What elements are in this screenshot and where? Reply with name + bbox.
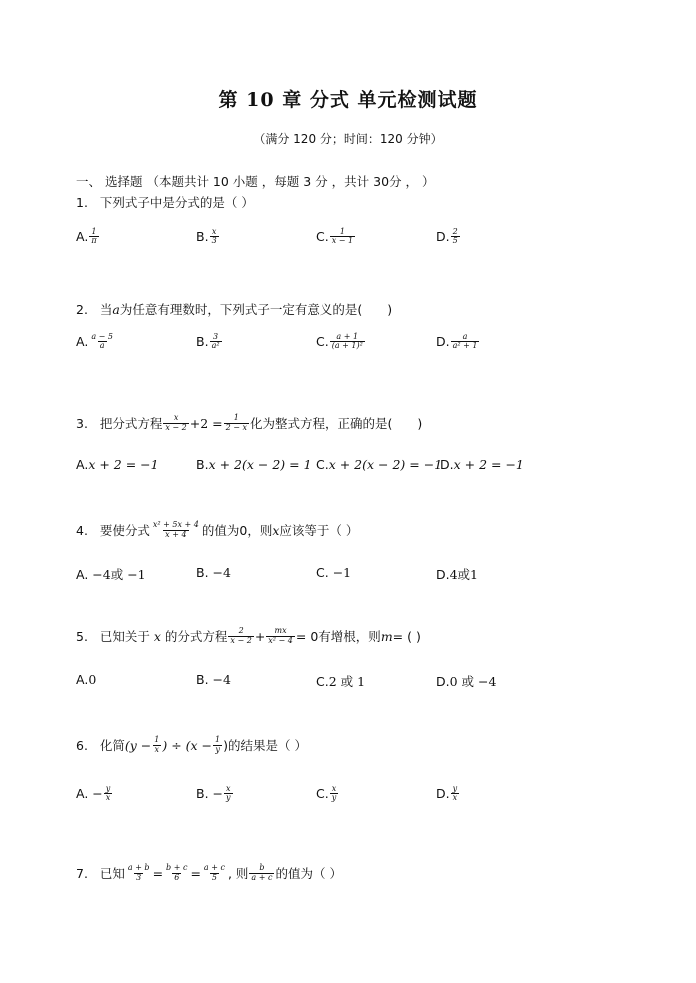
fraction: $\frac{2}{x - 2}$ <box>230 626 252 645</box>
question-text: 下列式子中是分式的是（ ） <box>99 195 254 210</box>
option-d[interactable]: D.0 或 −4 <box>436 674 497 689</box>
option-a[interactable]: A. − $\frac{y}{x}$ <box>76 784 111 803</box>
fraction: $\frac{a + 1}{\text{(a + 1)²}}$ <box>331 332 363 351</box>
option-c[interactable]: C. $\frac{a + 1}{\text{(a + 1)²}}$ <box>316 332 363 351</box>
option-d[interactable]: D. $\frac{a}{\text{a² + 1}}$ <box>436 332 478 351</box>
option-a[interactable]: A.0 <box>76 672 97 687</box>
fraction: $\frac{\text{x² + 5x + 4}}{x + 4}$ <box>152 520 199 539</box>
question-number: 2. <box>76 302 88 317</box>
question-number: 7. <box>76 865 88 881</box>
question-number: 3. <box>76 415 88 431</box>
option-b[interactable]: B. $\frac{x}{3}$ <box>196 227 217 246</box>
question-6-stem: 6. 化简 (y − $\frac{1}{x}$ ) ÷ (x − $\frac{1}{y}$ )的结果是（ ） <box>76 735 307 754</box>
fraction: $\frac{a - 5}{a}$ <box>91 332 113 351</box>
option-b[interactable]: B.x + 2(x − 2) = 1 <box>196 457 312 472</box>
fraction: $\frac{y}{x}$ <box>452 784 458 803</box>
question-2-stem: 2. 当a为任意有理数时，下列式子一定有意义的是( ) <box>76 302 393 317</box>
option-b[interactable]: B. −4 <box>196 672 231 687</box>
fraction: $\frac{y}{x}$ <box>105 784 111 803</box>
option-d[interactable]: D.4或1 <box>436 567 479 582</box>
option-c[interactable]: C.2 或 1 <box>316 674 366 689</box>
question-number: 4. <box>76 522 88 538</box>
fraction: $\frac{3}{\text{a²}}$ <box>211 332 220 351</box>
option-d[interactable]: D. $\frac{2}{5}$ <box>436 227 458 246</box>
question-4-stem: 4. 要使分式 $\frac{\text{x² + 5x + 4}}{x + 4}$ 的值为0，则 x 应该等于（ ） <box>76 520 359 539</box>
fraction: $\frac{a}{\text{a² + 1}}$ <box>452 332 478 351</box>
option-a[interactable]: A. −4或 −1 <box>76 567 146 582</box>
question-number: 1. <box>76 195 88 210</box>
fraction: $\frac{x}{y}$ <box>226 784 231 803</box>
option-c[interactable]: C. $\frac{1}{x - 1}$ <box>316 227 354 246</box>
question-number: 6. <box>76 737 88 753</box>
option-c[interactable]: C.x + 2(x − 2) = −1 <box>316 457 443 472</box>
fraction: $\frac{mx}{\text{x² − 4}}$ <box>268 626 293 645</box>
option-a[interactable]: A. $\frac{1}{\pi}$ <box>76 227 97 246</box>
page-subtitle: （满分 120 分；时间：120 分钟） <box>253 132 443 146</box>
option-b[interactable]: B. $\frac{3}{\text{a²}}$ <box>196 332 220 351</box>
option-c[interactable]: C. $\frac{x}{y}$ <box>316 784 337 803</box>
fraction: $\frac{b}{a + c}$ <box>251 863 273 882</box>
fraction: $\frac{a + c}{5}$ <box>203 863 225 882</box>
fraction: $\frac{1}{y}$ <box>215 735 221 754</box>
question-7-stem: 7. 已知 $\frac{a + b}{3}$ = $\frac{b + c}{6}$ = $\frac{a + c}{5}$ , 则 $\frac{b}{a + c}$ 的值为（ ） <box>76 863 342 882</box>
fraction: $\frac{1}{2 - x}$ <box>225 413 248 432</box>
option-d[interactable]: D.x + 2 = −1 <box>440 457 524 472</box>
question-1-stem <box>76 193 254 211</box>
option-b[interactable]: B. − $\frac{x}{y}$ <box>196 784 231 803</box>
fraction: $\frac{a + b}{3}$ <box>127 863 150 882</box>
fraction: $\frac{x}{y}$ <box>331 784 337 803</box>
question-5-stem: 5. 已知关于 x 的分式方程 $\frac{2}{x - 2}$ + $\frac{mx}{\text{x² − 4}}$ = 0有增根，则 m = ( ) <box>76 626 421 645</box>
option-c[interactable]: C. −1 <box>316 565 352 580</box>
option-d[interactable]: D. $\frac{y}{x}$ <box>436 784 458 803</box>
fraction: $\frac{b + c}{6}$ <box>166 863 188 882</box>
page-title: 第 10 章 分式 单元检测试题 <box>218 89 478 111</box>
fraction: $\frac{x}{3}$ <box>211 227 217 246</box>
option-a[interactable]: A. $\frac{a - 5}{a}$ <box>76 332 113 351</box>
option-b[interactable]: B. −4 <box>196 565 231 580</box>
question-number: 5. <box>76 628 88 644</box>
option-a[interactable]: A.x + 2 = −1 <box>76 457 159 472</box>
section-heading: 一、 选择题 （本题共计 10 小题 ，每题 3 分 ，共计 30分 ， ） <box>76 174 435 189</box>
fraction: $\frac{1}{x - 1}$ <box>331 227 354 246</box>
fraction: $\frac{2}{5}$ <box>452 227 458 246</box>
question-3-stem: 3. 把分式方程 $\frac{x}{x - 2}$ +2 = $\frac{1}{2 - x}$ 化为整式方程，正确的是( ) <box>76 413 423 432</box>
fraction: $\frac{1}{x}$ <box>154 735 160 754</box>
fraction: $\frac{x}{x - 2}$ <box>165 413 187 432</box>
fraction: $\frac{1}{\pi}$ <box>91 227 97 246</box>
